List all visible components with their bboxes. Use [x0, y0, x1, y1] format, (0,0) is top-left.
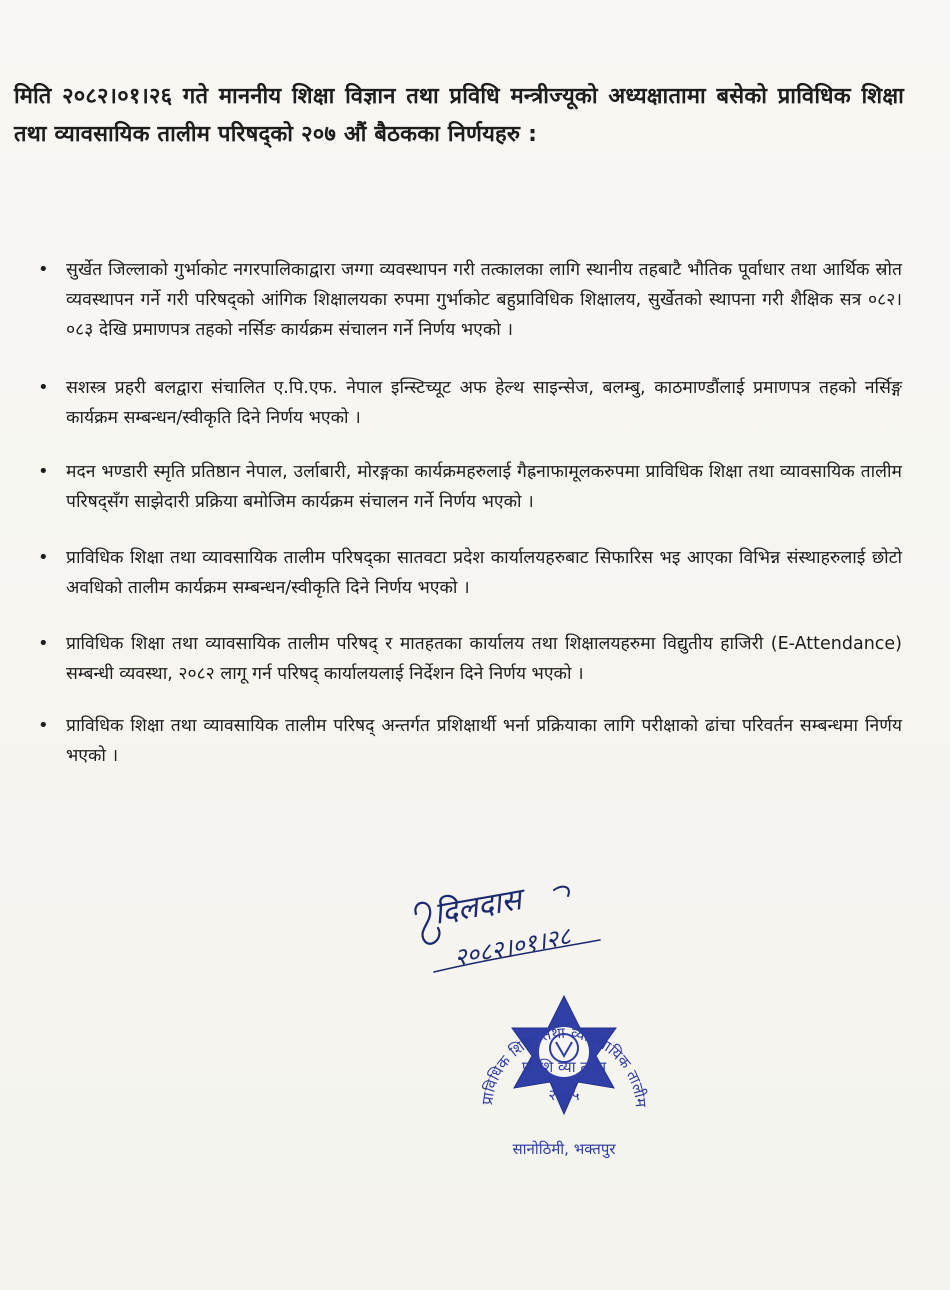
decision-item	[38, 457, 902, 517]
decisions-list	[38, 255, 902, 771]
decision-item	[38, 629, 902, 689]
decision-text: सशस्त्र प्रहरी बलद्वारा संचालित ए.पि.एफ. नेपाल इन्स्टिच्यूट अफ हेल्थ साइन्सेज, बलम्बु, काठमाण्डौंलाई प्रमाणपत्र तहको नर्सिङ्ग कार्यक्रम सम्बन्धन/स्वीकृति दिने निर्णय भएको ।	[66, 378, 902, 428]
svg-text:२०८२।०१।२८: २०८२।०१।२८	[451, 921, 574, 972]
bullet-icon: •	[38, 715, 49, 736]
decision-item	[38, 373, 902, 433]
svg-text:सानोठिमी, भक्तपुर: सानोठिमी, भक्तपुर	[512, 1140, 616, 1158]
official-seal	[458, 976, 664, 1160]
handwritten-signature	[404, 868, 634, 978]
svg-text:२०४५: २०४५	[548, 1086, 580, 1104]
bullet-icon: •	[38, 461, 49, 482]
document-heading: मिति २०८२।०१।२६ गते माननीय शिक्षा विज्ञान तथा प्रविधि मन्त्रीज्यूको अध्यक्षातामा बसेको प्राविधिक शिक्षा तथा व्यावसायिक तालीम परिषद्को २०७ औं बैठकका निर्णयहरु :	[14, 84, 904, 147]
bullet-icon: •	[38, 633, 49, 654]
bullet-icon: •	[38, 377, 49, 398]
decision-text: प्राविधिक शिक्षा तथा व्यावसायिक तालीम परिषद्का सातवटा प्रदेश कार्यालयहरुबाट सिफारिस भइ आएका विभिन्न संस्थाहरुलाई छोटो अवधिको तालीम कार्यक्रम सम्बन्धन/स्वीकृति दिने निर्णय भएको ।	[66, 548, 902, 598]
decision-text: प्राविधिक शिक्षा तथा व्यावसायिक तालीम परिषद् र मातहतका कार्यालय तथा शिक्षालयहरुमा विद्युतीय हाजिरी (E-Attendance) सम्बन्धी व्यवस्था, २०८२ लागू गर्न परिषद् कार्यालयलाई निर्देशन दिने निर्णय भएको ।	[66, 634, 902, 684]
decision-item	[38, 543, 902, 603]
bullet-icon: •	[38, 547, 49, 568]
svg-text:प्रा शि व्या ता प: प्रा शि व्या ता प	[521, 1058, 607, 1076]
bullet-icon: •	[38, 259, 49, 280]
decision-text: प्राविधिक शिक्षा तथा व्यावसायिक तालीम परिषद् अन्तर्गत प्रशिक्षार्थी भर्ना प्रक्रियाका लागि परीक्षाको ढांचा परिवर्तन सम्बन्धमा निर्णय भएको ।	[66, 716, 902, 766]
decision-text: मदन भण्डारी स्मृति प्रतिष्ठान नेपाल, उर्लाबारी, मोरङ्गका कार्यक्रमहरुलाई गैह्रनाफामूलकरुपमा प्राविधिक शिक्षा तथा व्यावसायिक तालीम परिषद्सँग साझेदारी प्रक्रिया बमोजिम कार्यक्रम संचालन गर्ने निर्णय भएको ।	[66, 462, 902, 512]
decision-item	[38, 255, 902, 345]
decision-text: सुर्खेत जिल्लाको गुर्भाकोट नगरपालिकाद्वारा जग्गा व्यवस्थापन गरी तत्कालका लागि स्थानीय तहबाटै भौतिक पूर्वाधार तथा आर्थिक स्रोत व्यवस्थापन गर्ने गरी परिषद्को आंगिक शिक्षालयका रुपमा गुर्भाकोट बहुप्राविधिक शिक्षालय, सुर्खेतको स्थापना गरी शैक्षिक सत्र ०८२।०८३ देखि प्रमाणपत्र तहको नर्सिङ कार्यक्रम संचालन गर्ने निर्णय भएको ।	[66, 260, 902, 340]
svg-text:दिलदास: दिलदास	[431, 882, 525, 932]
svg-text:प्राविधिक शिक्षा तथा व्यावसायि: प्राविधिक शिक्षा तथा व्यावसायिक तालीम परिषद्	[458, 976, 651, 1113]
decision-item	[38, 711, 902, 771]
